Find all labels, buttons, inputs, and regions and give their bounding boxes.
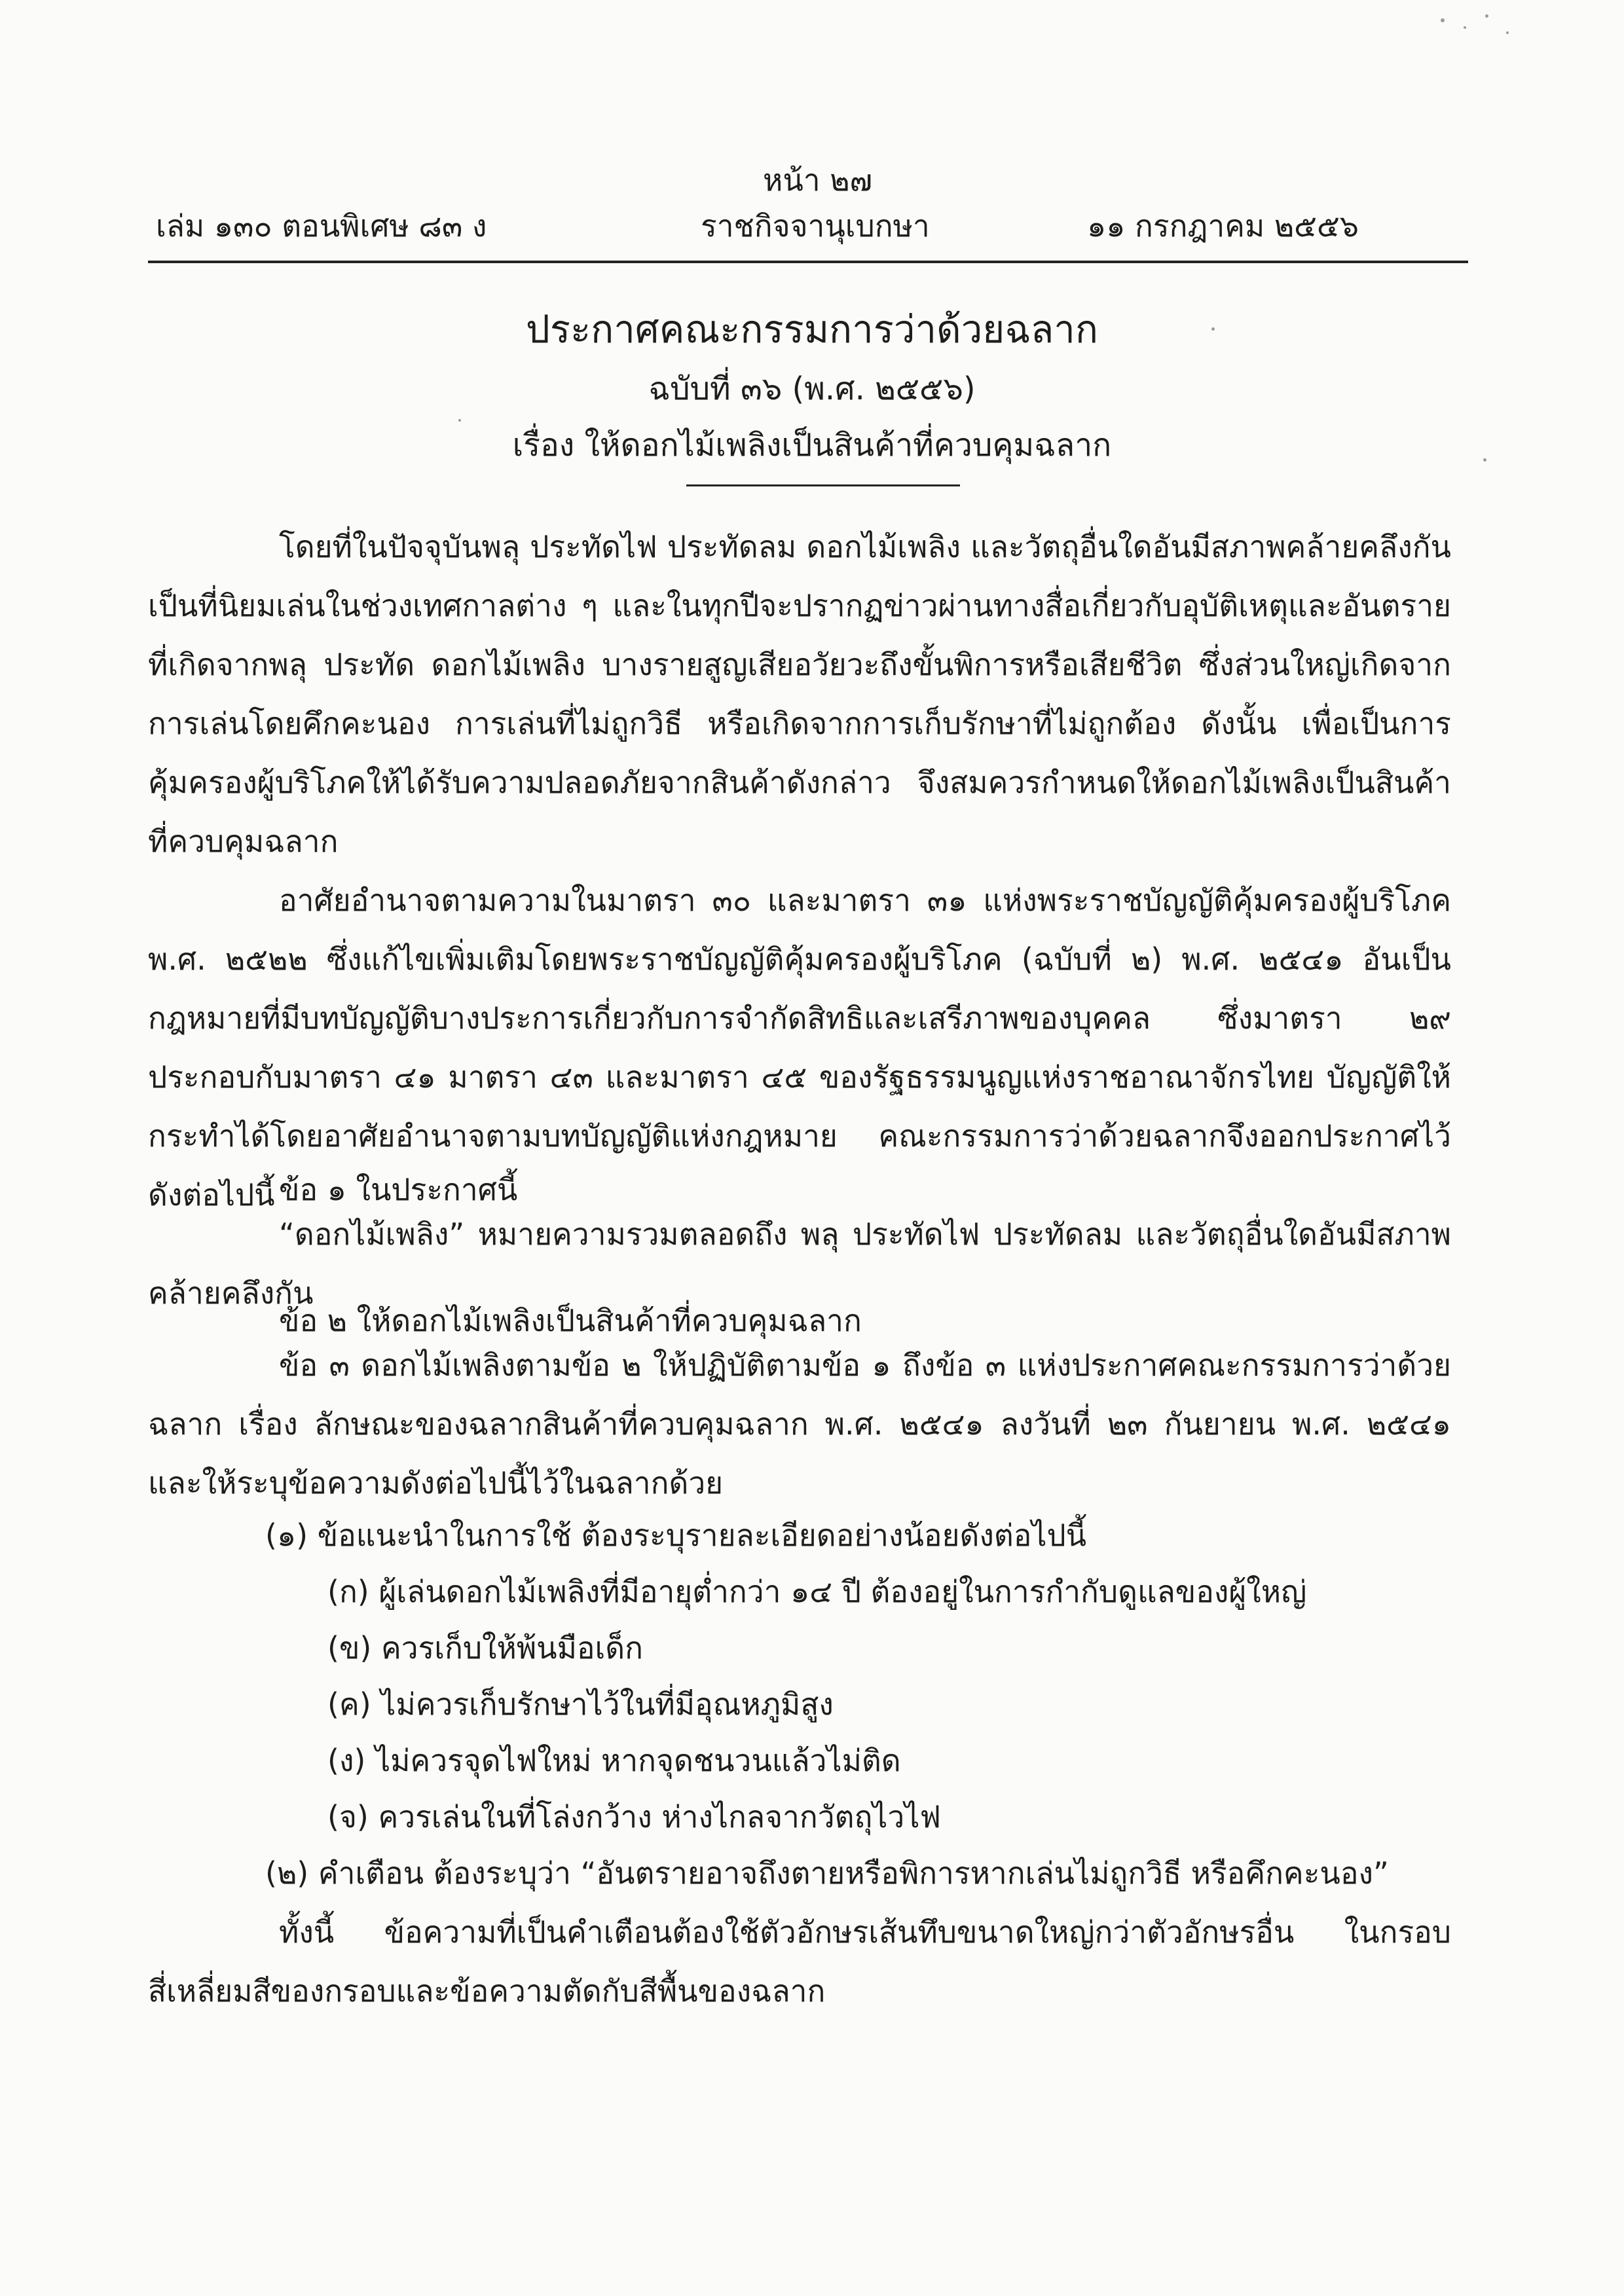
header-rule xyxy=(148,261,1468,263)
volume-issue: เล่ม ๑๓๐ ตอนพิเศษ ๘๓ ง xyxy=(156,208,487,244)
announcement-number: ฉบับที่ ๓๖ (พ.ศ. ๒๕๕๖) xyxy=(648,371,976,407)
sub-item: (ข) ควรเก็บให้พ้นมือเด็ก xyxy=(327,1630,643,1666)
issue-date: ๑๑ กรกฎาคม ๒๕๕๖ xyxy=(1087,208,1359,244)
title-rule xyxy=(686,484,960,486)
announcement-title: ประกาศคณะกรรมการว่าด้วยฉลาก xyxy=(526,307,1098,352)
gazette-name: ราชกิจจานุเบกษา xyxy=(701,208,930,244)
scan-speck xyxy=(1506,31,1509,34)
sub-item: (ก) ผู้เล่นดอกไม้เพลิงที่มีอายุต่ำกว่า ๑๔ ปี ต้องอยู่ในการกำกับดูแลของผู้ใหญ่ xyxy=(327,1574,1307,1609)
preamble-paragraph: โดยที่ในปัจจุบันพลุ ประทัดไฟ ประทัดลม ดอกไม้เพลิง และวัตถุอื่นใดอันมีสภาพคล้ายคลึงกันเป็นที่นิยมเล่นในช่วงเทศกาลต่าง ๆ และในทุกปีจะปรากฏข่าวผ่านทางสื่อเกี่ยวกับอุบัติเหตุและอันตรายที่เกิดจากพลุ ประทัด ดอกไม้เพลิง บางรายสูญเสียอวัยวะถึงขั้นพิการหรือเสียชีวิต ซึ่งส่วนใหญ่เกิดจากการเล่นโดยคึกคะนอง การเล่นที่ไม่ถูกวิธี หรือเกิดจากการเก็บรักษาที่ไม่ถูกต้อง ดังนั้น เพื่อเป็นการคุ้มครองผู้บริโภคให้ได้รับความปลอดภัยจากสินค้าดังกล่าว จึงสมควรกำหนดให้ดอกไม้เพลิงเป็นสินค้าที่ควบคุมฉลาก xyxy=(148,529,1451,859)
scan-speck xyxy=(1441,18,1445,22)
firework-definition: “ดอกไม้เพลิง” หมายความรวมตลอดถึง พลุ ประทัดไฟ ประทัดลม และวัตถุอื่นใดอันมีสภาพคล้ายคลึงกัน xyxy=(148,1216,1451,1311)
label-item-1: (๑) ข้อแนะนำในการใช้ ต้องระบุรายละเอียดอย่างน้อยดังต่อไปนี้ xyxy=(265,1518,1087,1553)
page-number: หน้า ๒๗ xyxy=(763,162,873,198)
sub-item: (ค) ไม่ควรเก็บรักษาไว้ในที่มีอุณหภูมิสูง xyxy=(327,1686,834,1722)
clause-3: ข้อ ๓ ดอกไม้เพลิงตามข้อ ๒ ให้ปฏิบัติตามข้อ ๑ ถึงข้อ ๓ แห่งประกาศคณะกรรมการว่าด้วยฉลาก เรื่อง ลักษณะของฉลากสินค้าที่ควบคุมฉลาก พ.ศ. ๒๕๔๑ ลงวันที่ ๒๓ กันยายน พ.ศ. ๒๕๔๑ และให้ระบุข้อความดังต่อไปนี้ไว้ในฉลากด้วย xyxy=(148,1347,1451,1501)
clause-1: ข้อ ๑ ในประกาศนี้ xyxy=(279,1172,518,1207)
announcement-subject: เรื่อง ให้ดอกไม้เพลิงเป็นสินค้าที่ควบคุมฉลาก xyxy=(512,427,1112,464)
authority-paragraph: อาศัยอำนาจตามความในมาตรา ๓๐ และมาตรา ๓๑ แห่งพระราชบัญญัติคุ้มครองผู้บริโภค พ.ศ. ๒๕๒๒ ซึ่งแก้ไขเพิ่มเติมโดยพระราชบัญญัติคุ้มครองผู้บริโภค (ฉบับที่ ๒) พ.ศ. ๒๕๔๑ อันเป็นกฎหมายที่มีบทบัญญัติบางประการเกี่ยวกับการจำกัดสิทธิและเสรีภาพของบุคคล ซึ่งมาตรา ๒๙ ประกอบกับมาตรา ๔๑ มาตรา ๔๓ และมาตรา ๔๕ ของรัฐธรรมนูญแห่งราชอาณาจักรไทย บัญญัติให้กระทำได้โดยอาศัยอำนาจตามบทบัญญัติแห่งกฎหมาย คณะกรรมการว่าด้วยฉลากจึงออกประกาศไว้ ดังต่อไปนี้ xyxy=(148,883,1451,1212)
scan-speck xyxy=(1464,26,1466,29)
clause-2: ข้อ ๒ ให้ดอกไม้เพลิงเป็นสินค้าที่ควบคุมฉลาก xyxy=(279,1303,862,1338)
scan-speck xyxy=(1485,14,1488,18)
closing-paragraph: ทั้งนี้ ข้อความที่เป็นคำเตือนต้องใช้ตัวอักษรเส้นทึบขนาดใหญ่กว่าตัวอักษรอื่น ในกรอบสี่เหลี่ยมสีของกรอบและข้อความตัดกับสีพื้นของฉลาก xyxy=(148,1914,1451,2009)
sub-item: (จ) ควรเล่นในที่โล่งกว้าง ห่างไกลจากวัตถุไวไฟ xyxy=(327,1799,941,1834)
sub-item: (ง) ไม่ควรจุดไฟใหม่ หากจุดชนวนแล้วไม่ติด xyxy=(327,1743,901,1778)
label-item-2: (๒) คำเตือน ต้องระบุว่า “อันตรายอาจถึงตายหรือพิการหากเล่นไม่ถูกวิธี หรือคึกคะนอง” xyxy=(265,1855,1389,1891)
